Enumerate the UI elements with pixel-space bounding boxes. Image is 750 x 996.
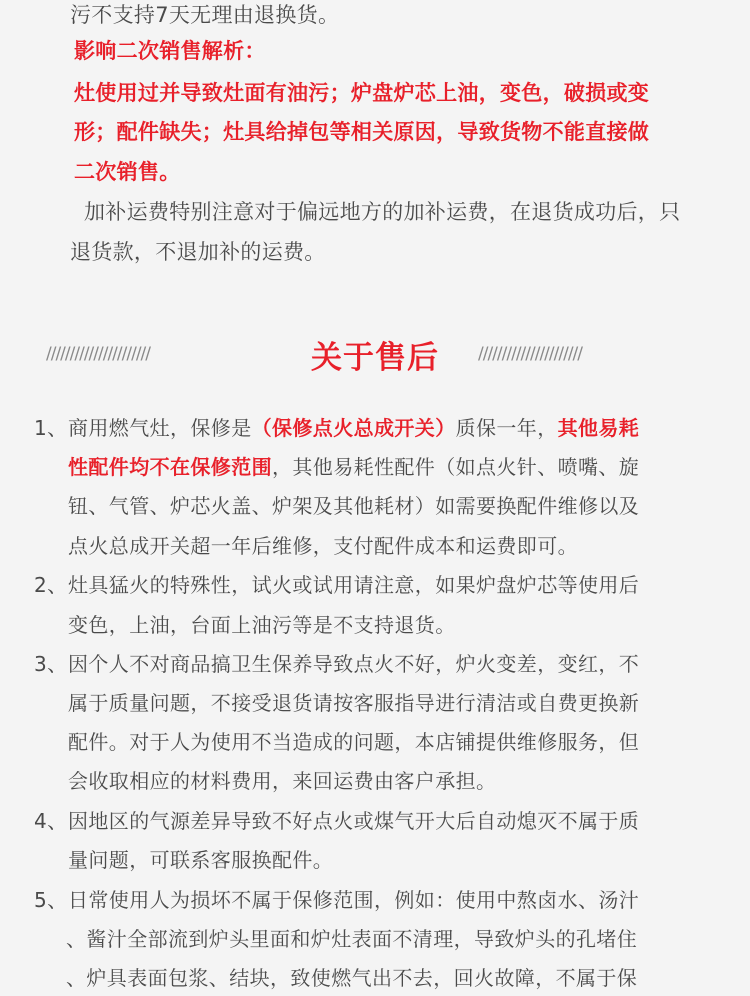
resale-line: 灶使用过并导致灶面有油污；炉盘炉芯上油，变色，破损或变: [74, 81, 650, 105]
item-number: 2、: [34, 573, 68, 597]
section-header: [0, 330, 750, 386]
resale-title: 影响二次销售解析：: [74, 39, 266, 63]
list-item-line: 因个人不对商品搞卫生保养导致点火不好，炉火变差，变红，不: [68, 652, 640, 676]
item-number: 1、: [34, 416, 68, 440]
list-item-line: 量问题，可联系客服换配件。: [68, 848, 334, 872]
list-item-line: 会收取相应的材料费用，来回运费由客户承担。: [68, 769, 497, 793]
policy-text-line: 污不支持7天无理由退换货。: [70, 3, 340, 27]
list-item-line: [68, 413, 639, 443]
item-number: 4、: [34, 809, 68, 833]
item-highlight: （保修点火总成开关）: [251, 416, 456, 440]
shipping-note-line: 退货款，不退加补的运费。: [70, 240, 326, 264]
list-item-line: 灶具猛火的特殊性，试火或试用请注意，如果炉盘炉芯等使用后: [68, 573, 640, 597]
list-item-line: 点火总成开关超一年后维修，支付配件成本和运费即可。: [68, 534, 578, 558]
resale-line: 二次销售。: [74, 160, 181, 184]
list-item-line: 日常使用人为损坏不属于保修范围，例如：使用中熬卤水、汤汁: [68, 888, 640, 912]
item-highlight: 性配件均不在保修范围: [68, 455, 272, 479]
item-text: ，其他易耗性配件（如点火针、喷嘴、旋: [272, 455, 640, 479]
item-number: 3、: [34, 652, 68, 676]
decorative-slashes-right: //////////////////////: [478, 344, 583, 364]
item-number: 5、: [34, 888, 68, 912]
list-item-line: 变色，上油，台面上油污等是不支持退货。: [68, 613, 456, 637]
list-item-line: 因地区的气源差异导致不好点火或煤气开大后自动熄灭不属于质: [68, 809, 640, 833]
shipping-note-line: 加补运费特别注意对于偏远地方的加补运费，在退货成功后，只: [84, 200, 681, 224]
item-highlight: 其他易耗: [557, 416, 640, 440]
section-title: 关于售后: [311, 340, 439, 376]
list-item-line: 属于质量问题，不接受退货请按客服指导进行清洁或自费更换新: [68, 691, 640, 715]
item-text: 商用燃气灶，保修是: [68, 416, 252, 440]
item-text: 质保一年，: [455, 416, 558, 440]
list-item-line: 配件。对于人为使用不当造成的问题，本店铺提供维修服务，但: [68, 730, 640, 754]
list-item-line: [68, 452, 639, 482]
list-item-line: 、酱汁全部流到炉头里面和炉灶表面不清理，导致炉头的孔堵住: [66, 927, 638, 951]
list-item-line: 钮、气管、炉芯火盖、炉架及其他耗材）如需要换配件维修以及: [68, 494, 640, 518]
decorative-slashes-left: //////////////////////: [46, 344, 151, 364]
resale-line: 形；配件缺失；灶具给掉包等相关原因，导致货物不能直接做: [74, 120, 650, 144]
list-item-line: 、炉具表面包浆、结块，致使燃气出不去，回火故障，不属于保: [66, 966, 638, 990]
